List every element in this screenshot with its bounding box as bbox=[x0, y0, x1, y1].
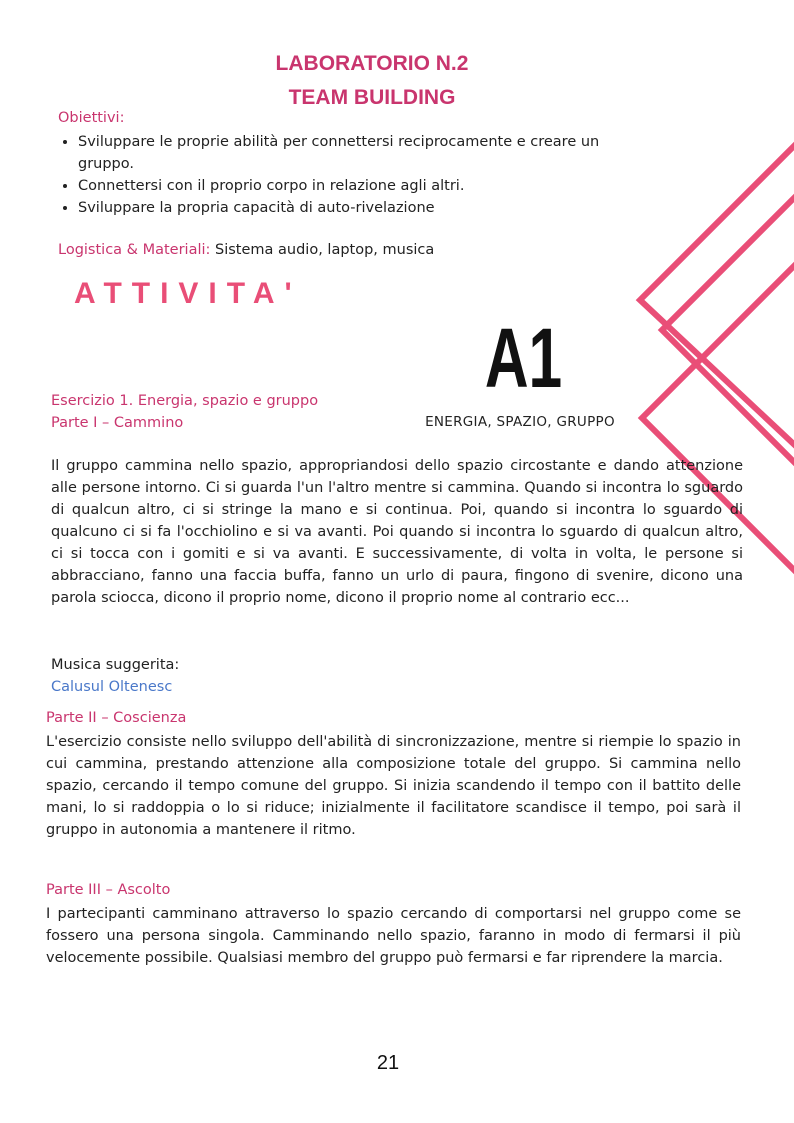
part2-text: L'esercizio consiste nello sviluppo dell'abilità di sincronizzazione, mentre si riempie lo spazio in cui cammina, prestando attenzione alla composizione totale del gruppo. Si cammina nello spazio, cercando il tempo comune del gruppo. Si inizia scandendo il tempo con il battito delle mani, lo si raddoppia o lo si riduce; inizialmente il facilitatore scandisce il tempo, poi sarà il gruppo in autonomia a mantenere il ritmo. bbox=[46, 734, 741, 838]
activity-code: A1 bbox=[484, 311, 563, 405]
activity-code-subtitle: ENERGIA, SPAZIO, GRUPPO bbox=[425, 414, 615, 430]
objective-item: • Connettersi con il proprio corpo in relazione agli altri. bbox=[78, 175, 648, 197]
page-number: 21 bbox=[376, 1052, 400, 1074]
part3-title: Parte III – Ascolto bbox=[46, 882, 171, 898]
music-label: Musica suggerita: bbox=[51, 657, 180, 673]
exercise-title: Esercizio 1. Energia, spazio e gruppo bbox=[51, 393, 319, 409]
part2-title: Parte II – Coscienza bbox=[46, 710, 187, 726]
part1-text: Il gruppo cammina nello spazio, appropriandosi dello spazio circostante e dando attenzione alle persone intorno. Ci si guarda l'un l'altro mentre si cammina. Quando si incontra lo sguardo di qualcun altro, ci si stringe la mano e si continua. Poi, quando si incontra lo sguardo di qualcuno ci si fa l'occhiolino e si va avanti. Poi quando si incontra lo sguardo di qualcun altro, ci si tocca con i gomiti e si va avanti. E successivamente, di volta in volta, le persone si abbracciano, fanno una faccia buffa, fanno un urlo di paura, fingono di svenire, dicono una parola sciocca, dicono il proprio nome, dicono il proprio nome al contrario ecc... bbox=[51, 458, 743, 606]
exercise-heading bbox=[51, 390, 318, 434]
objectives-label: Obiettivi: bbox=[58, 110, 125, 126]
objectives-list bbox=[58, 131, 648, 219]
page-title bbox=[200, 50, 544, 112]
stripe-chevron-1 bbox=[640, 140, 794, 450]
objective-item: • Sviluppare le proprie abilità per connettersi reciprocamente e creare un gruppo. bbox=[78, 131, 648, 175]
activities-heading: ATTIVITA' bbox=[74, 277, 302, 310]
part1-title: Parte I – Cammino bbox=[51, 415, 184, 431]
logistics-value: Sistema audio, laptop, musica bbox=[210, 242, 435, 258]
title-line-1: LABORATORIO N.2 bbox=[275, 52, 469, 75]
logistics-label: Logistica & Materiali: bbox=[58, 242, 211, 258]
logistics-line bbox=[58, 242, 434, 258]
part3-text: I partecipanti camminano attraverso lo spazio cercando di comportarsi nel gruppo come se fossero una persona singola. Camminando nello spazio, faranno in modo di fermarsi il più velocemente possibile. Qualsiasi membro del gruppo può fermarsi e far riprendere la marcia. bbox=[46, 906, 741, 966]
music-block bbox=[51, 654, 179, 698]
objective-item: • Sviluppare la propria capacità di auto-rivelazione bbox=[78, 197, 648, 219]
title-line-2: TEAM BUILDING bbox=[288, 86, 456, 109]
music-link[interactable]: Calusul Oltenesc bbox=[51, 679, 173, 695]
